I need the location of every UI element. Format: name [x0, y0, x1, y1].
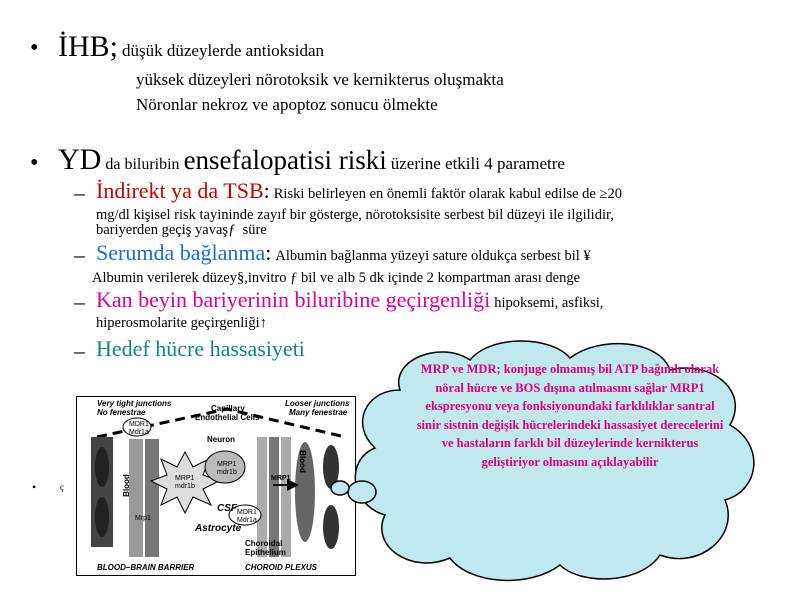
- sub-2-title: Serumda bağlanma: [96, 240, 266, 265]
- diagram-mdr1b: mdr1b: [175, 483, 195, 490]
- diagram-tr: Looser junctions: [285, 399, 350, 408]
- diagram-bbb: BLOOD–BRAIN BARRIER: [97, 563, 195, 572]
- diagram-mdr1a: Mdr1a: [129, 429, 149, 436]
- diagram-mrp1b: MRP1: [217, 461, 237, 468]
- diagram-neuron: Neuron: [207, 435, 235, 444]
- diagram-choroid2: Epithelium: [245, 548, 286, 557]
- diagram-mdr1b2: mdr1b: [217, 469, 237, 476]
- diagram-cp: CHOROID PLEXUS: [245, 563, 318, 572]
- bullet-1-text1: düşük düzeylerde antioksidan: [122, 41, 325, 60]
- bullet-2-big: ensefalopatisi riski: [183, 145, 387, 175]
- sub-3: [96, 287, 603, 313]
- diagram-mdr1-bot: MDR1: [237, 509, 257, 516]
- bullet-1-text2: yüksek düzeyleri nörotoksik ve kernikterus oluşmakta: [136, 70, 504, 89]
- sub-3-dash: –: [74, 289, 85, 314]
- sub-2-dash: –: [74, 242, 85, 267]
- diagram-top1: Capillary: [211, 404, 245, 413]
- sub-1-line1: Riski belirleyen en önemli faktör olarak kabul edilse de ≥20: [273, 186, 622, 202]
- sub-1-line2: mg/dl kişisel risk tayininde zayıf bir gösterge, nörotoksisite serbest bil düzeyi ile ilgilidir,: [96, 207, 614, 223]
- diagram-blood-left: Blood: [121, 474, 131, 497]
- sub-2-line1: Albumin bağlanma yüzeyi sature oldukça serbest bil ¥: [275, 248, 591, 264]
- diagram-astro: Astrocyte: [195, 523, 242, 534]
- sub-1-colon: :: [263, 178, 270, 203]
- diagram-mrp1-arrow: MRP1: [271, 475, 291, 482]
- sub-1-line3-text: bariyerden geçiş yavaş: [96, 222, 229, 238]
- sub-1-line3-end: süre: [242, 222, 267, 238]
- diagram-csf: CSF: [217, 503, 237, 514]
- diagram-blood-right: Blood: [297, 450, 307, 473]
- sub-4-title: Hedef hücre hassasiyeti: [96, 336, 305, 361]
- bullet-2-tail: üzerine etkili 4 parametre: [390, 154, 565, 173]
- sub-3-title: Kan beyin bariyerinin biluribine geçirgenliği: [96, 287, 491, 312]
- sub-3-line1: hipoksemi, asfiksi,: [494, 295, 604, 311]
- bullet-1-head: İHB;: [58, 30, 118, 63]
- sub-4-dash: –: [74, 338, 85, 363]
- stray-bullet-glyph: •: [32, 480, 37, 494]
- sub-1-line3-sym: ƒ: [228, 222, 236, 238]
- sub-1: [96, 178, 622, 204]
- diagram-tl: Very tight junctions: [97, 399, 172, 408]
- diagram-mdr1: MDR1: [129, 421, 149, 428]
- sub-2-colon: :: [265, 240, 272, 265]
- diagram-mrp1: MRP1: [175, 475, 195, 482]
- bullet-1-glyph: •: [30, 35, 39, 61]
- bullet-2-glyph: •: [30, 150, 39, 176]
- bullet-1: [58, 30, 324, 64]
- diagram-tr2: Many fenestrae: [289, 408, 348, 417]
- sub-2-line2: Albumin verilerek düzey§,invitro ƒ bil ve alb 5 dk içinde 2 kompartman arası denge: [92, 270, 581, 286]
- blood-brain-barrier-diagram: [76, 396, 356, 576]
- cloud-text: MRP ve MDR; konjuge olmamış bil ATP bağımlı olarak nöral hücre ve BOS dışına atılmasını sağlar MRP1 ekspresyonu veya fonksiyonundaki farklılıklar santral sinir sistnin değişik hücrelerindeki hassasiyet derecelerini ve hastaların farklı bil düzeylerinde kernikterus geliştiriyor olmasını açıklayabilir: [416, 362, 724, 469]
- diagram-choroid1: Choroidal: [245, 539, 283, 548]
- sub-3-line2: hiperosmolarite geçirgenliği↑: [96, 315, 267, 331]
- bullet-2: [58, 143, 565, 177]
- diagram-top2: Endothelial Cells: [195, 413, 260, 422]
- diagram-mrp1-bottom: Mrp1: [135, 515, 151, 522]
- diagram-mdr1a-bot: Mdr1a: [237, 517, 257, 524]
- stray-mark: ç: [60, 482, 64, 492]
- sub-1-line3: [96, 222, 267, 238]
- sub-2: [96, 240, 591, 266]
- diagram-tl2: No fenestrae: [97, 408, 146, 417]
- bullet-2-mid: da biluribin: [105, 156, 180, 173]
- bullet-1-text3: Nöronlar nekroz ve apoptoz sonucu ölmekte: [136, 95, 438, 114]
- bullet-2-head: YD: [58, 143, 102, 176]
- sub-1-title: İndirekt ya da TSB: [96, 178, 264, 203]
- sub-1-dash: –: [74, 180, 85, 205]
